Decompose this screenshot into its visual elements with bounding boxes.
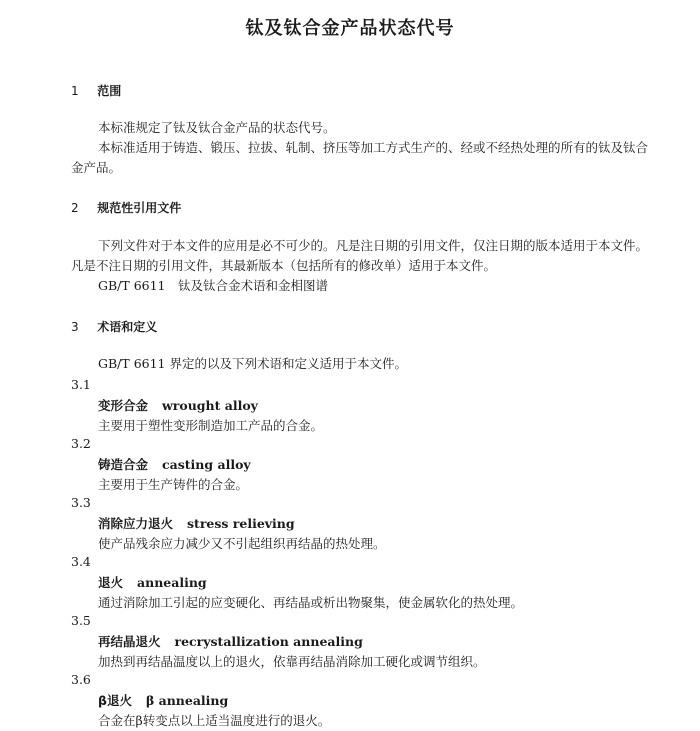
section-title: 规范性引用文件 xyxy=(97,201,182,215)
section-number: 1 xyxy=(71,84,79,98)
term-chinese: 消除应力退火 xyxy=(98,516,174,531)
term-chinese: 退火 xyxy=(98,575,124,590)
term-definition: 主要用于塑性变形制造加工产品的合金。 xyxy=(98,418,324,433)
term-definition: 主要用于生产铸件的合金。 xyxy=(98,477,249,492)
normative-reference xyxy=(98,276,328,296)
section-1-paragraph-1: 本标准规定了钛及钛合金产品的状态代号。 xyxy=(98,120,336,135)
term-number: 3.2 xyxy=(71,436,91,451)
term-chinese: 铸造合金 xyxy=(98,457,149,472)
term-definition: 使产品残余应力减少又不引起组织再结晶的热处理。 xyxy=(98,536,386,551)
section-2-paragraph: 下列文件对于本文件的应用是必不可少的。凡是注日期的引用文件，仅注日期的版本适用于本文件。凡是不注日期的引用文件，其最新版本（包括所有的修改单）适用于本文件。 xyxy=(71,238,649,273)
term-heading xyxy=(98,514,295,532)
term-number: 3.1 xyxy=(71,377,91,392)
section-title: 术语和定义 xyxy=(97,320,158,334)
section-1-heading xyxy=(71,82,121,99)
reference-code: GB/T 6611 xyxy=(98,278,166,293)
term-chinese: β退火 xyxy=(98,693,132,708)
section-number: 3 xyxy=(71,320,79,334)
term-definition: 加热到再结晶温度以上的退火，依靠再结晶消除加工硬化或调节组织。 xyxy=(98,654,486,669)
term-number: 3.6 xyxy=(71,672,91,687)
section-1-paragraph-2: 本标准适用于铸造、锻压、拉拔、轧制、挤压等加工方式生产的、经或不经热处理的所有的钛及钛合金产品。 xyxy=(71,140,649,175)
term-number: 3.4 xyxy=(71,554,91,569)
term-english: recrystallization annealing xyxy=(174,634,363,649)
section-2-heading xyxy=(71,199,181,216)
term-number: 3.5 xyxy=(71,613,91,628)
term-definition: 合金在β转变点以上适当温度进行的退火。 xyxy=(98,713,331,728)
term-chinese: 再结晶退火 xyxy=(98,634,161,649)
term-english: casting alloy xyxy=(162,457,251,472)
term-heading xyxy=(98,632,363,650)
term-chinese: 变形合金 xyxy=(98,398,149,413)
term-heading xyxy=(98,573,207,591)
term-number: 3.3 xyxy=(71,495,91,510)
section-3-intro: GB/T 6611 界定的以及下列术语和定义适用于本文件。 xyxy=(98,356,407,371)
section-title: 范围 xyxy=(97,84,122,98)
term-heading xyxy=(98,396,258,414)
section-3-heading xyxy=(71,318,157,335)
section-number: 2 xyxy=(71,201,79,215)
term-english: β annealing xyxy=(145,693,229,708)
term-heading xyxy=(98,455,251,473)
term-english: stress relieving xyxy=(187,516,295,531)
document-title: 钛及钛合金产品状态代号 xyxy=(245,18,455,39)
term-english: annealing xyxy=(137,575,207,590)
reference-title: 钛及钛合金术语和金相图谱 xyxy=(177,278,328,293)
term-english: wrought alloy xyxy=(162,398,258,413)
term-definition: 通过消除加工引起的应变硬化、再结晶或析出物聚集，使金属软化的热处理。 xyxy=(98,595,524,610)
term-heading xyxy=(98,691,228,709)
